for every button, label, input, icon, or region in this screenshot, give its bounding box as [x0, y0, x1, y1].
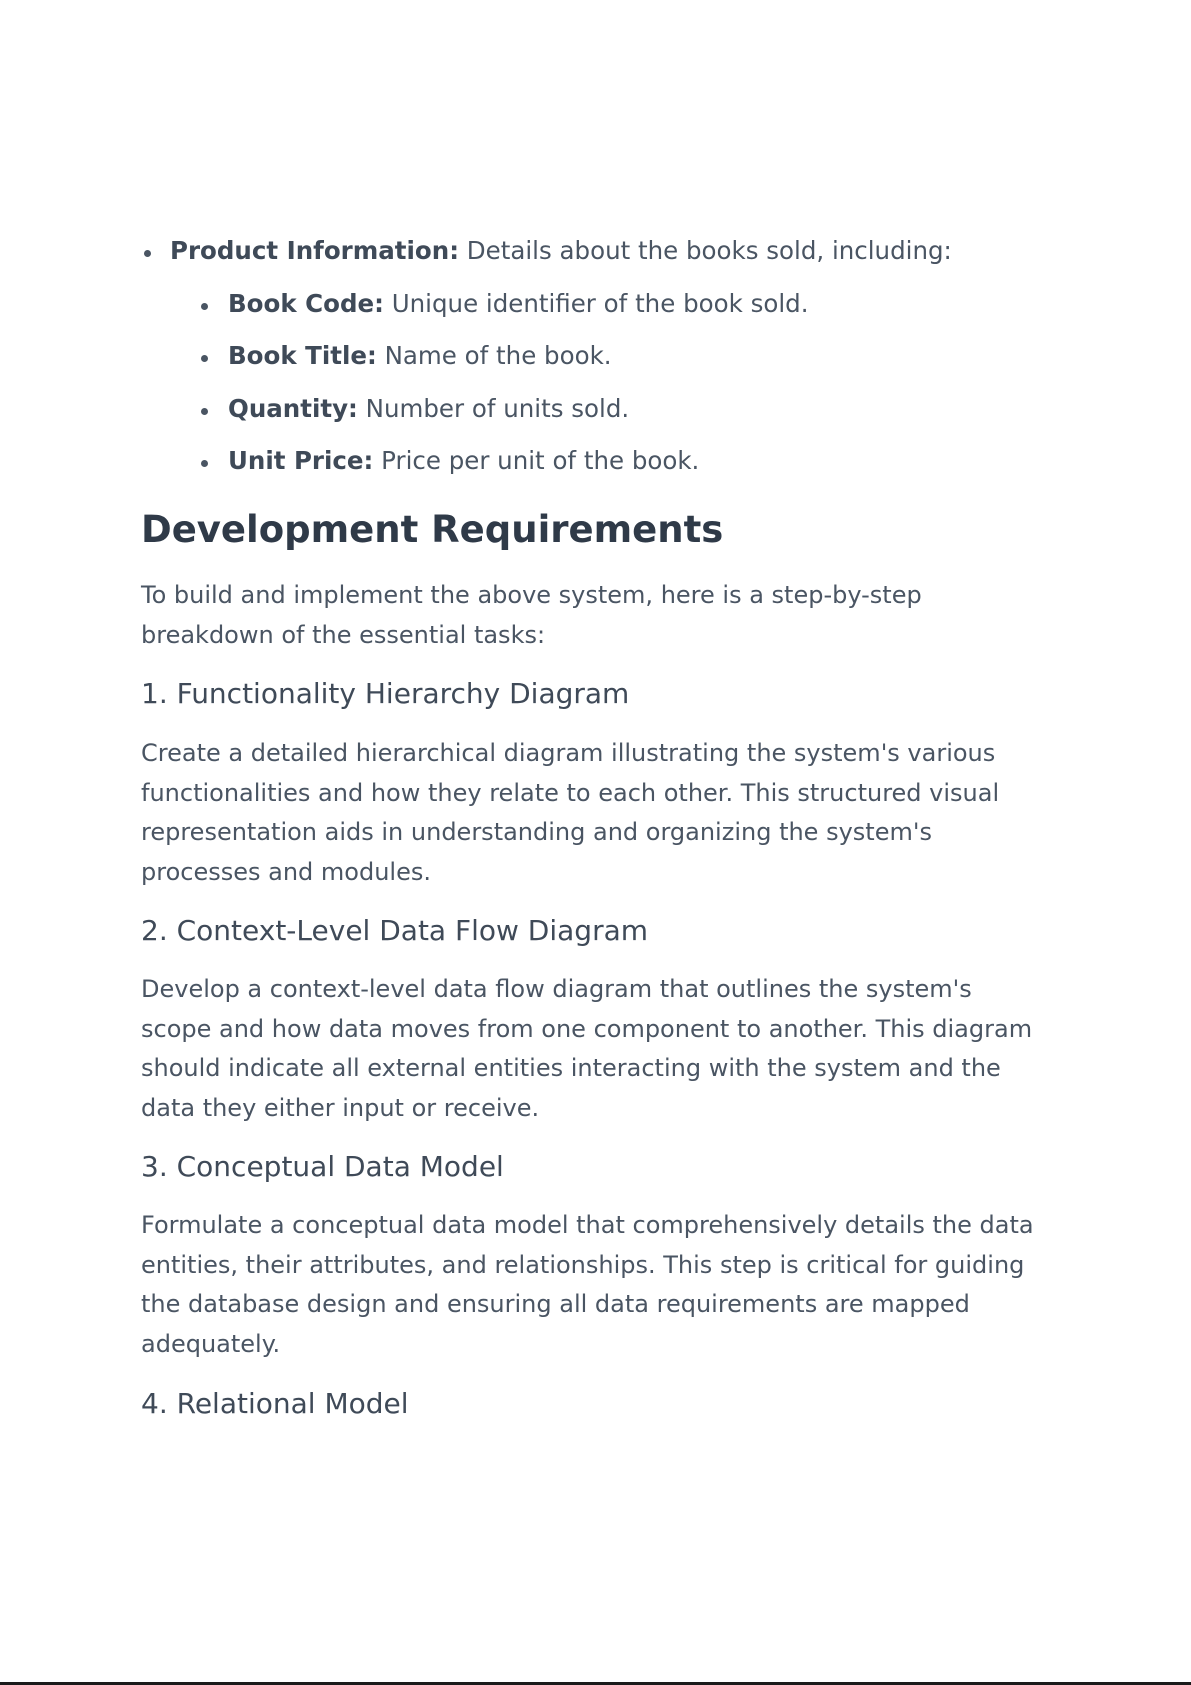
paragraph-line: entities, their attributes, and relationships. This step is critical for guiding	[141, 1250, 1025, 1279]
item-label: Quantity:	[228, 393, 358, 423]
list-item-product-information	[141, 234, 1051, 478]
paragraph-line: scope and how data moves from one component to another. This diagram	[141, 1014, 1033, 1043]
paragraph-line: the database design and ensuring all data requirements are mapped	[141, 1290, 970, 1318]
step-heading-context-level-dfd: 2. Context-Level Data Flow Diagram	[141, 914, 649, 947]
item-text: Unique identifier of the book sold.	[383, 288, 809, 318]
paragraph-line: should indicate all external entities interacting with the system and the	[141, 1054, 1001, 1082]
item-label: Unit Price:	[228, 446, 374, 475]
step-paragraph-context-level-dfd	[141, 970, 1051, 1128]
bullet-icon	[201, 408, 208, 415]
section-heading-development-requirements: Development Requirements	[141, 508, 724, 551]
product-info-sublist	[170, 287, 1051, 479]
item-text: Name of the book.	[376, 341, 612, 370]
paragraph-line: processes and modules.	[141, 857, 431, 886]
paragraph-line: Develop a context-level data flow diagram that outlines the system's	[141, 975, 972, 1003]
item-label: Product Information:	[170, 236, 459, 265]
list-item-book-code	[170, 287, 1051, 321]
paragraph-line: To build and implement the above system, here is a step-by-step	[141, 581, 922, 609]
list-item-quantity	[170, 392, 1051, 426]
paragraph-line: Create a detailed hierarchical diagram illustrating the system's various	[141, 739, 996, 767]
step-heading-functionality-hierarchy: 1. Functionality Hierarchy Diagram	[141, 677, 630, 710]
paragraph-line: Formulate a conceptual data model that comprehensively details the data	[141, 1211, 1034, 1239]
bullet-icon	[201, 303, 208, 310]
step-paragraph-functionality-hierarchy	[141, 734, 1051, 892]
item-label: Book Code:	[228, 288, 384, 318]
item-text: Number of units sold.	[357, 393, 630, 423]
list-item-unit-price	[170, 444, 1051, 478]
step-heading-conceptual-data-model: 3. Conceptual Data Model	[141, 1150, 504, 1183]
item-text: Details about the books sold, including:	[459, 236, 952, 265]
bullet-icon	[144, 250, 151, 257]
item-text: Price per unit of the book.	[373, 446, 700, 475]
paragraph-line: adequately.	[141, 1329, 281, 1358]
paragraph-line: functionalities and how they relate to each other. This structured visual	[141, 778, 1000, 807]
bullet-icon	[201, 355, 208, 362]
step-heading-relational-model: 4. Relational Model	[141, 1387, 409, 1420]
paragraph-line: representation aids in understanding and organizing the system's	[141, 818, 932, 846]
item-label: Book Title:	[228, 341, 377, 370]
bullet-icon	[201, 460, 208, 467]
paragraph-line: data they either input or receive.	[141, 1093, 540, 1122]
product-info-list	[141, 234, 1051, 478]
intro-paragraph	[141, 576, 1051, 655]
paragraph-line: breakdown of the essential tasks:	[141, 620, 546, 649]
list-item-book-title	[170, 339, 1051, 373]
step-paragraph-conceptual-data-model	[141, 1206, 1051, 1364]
